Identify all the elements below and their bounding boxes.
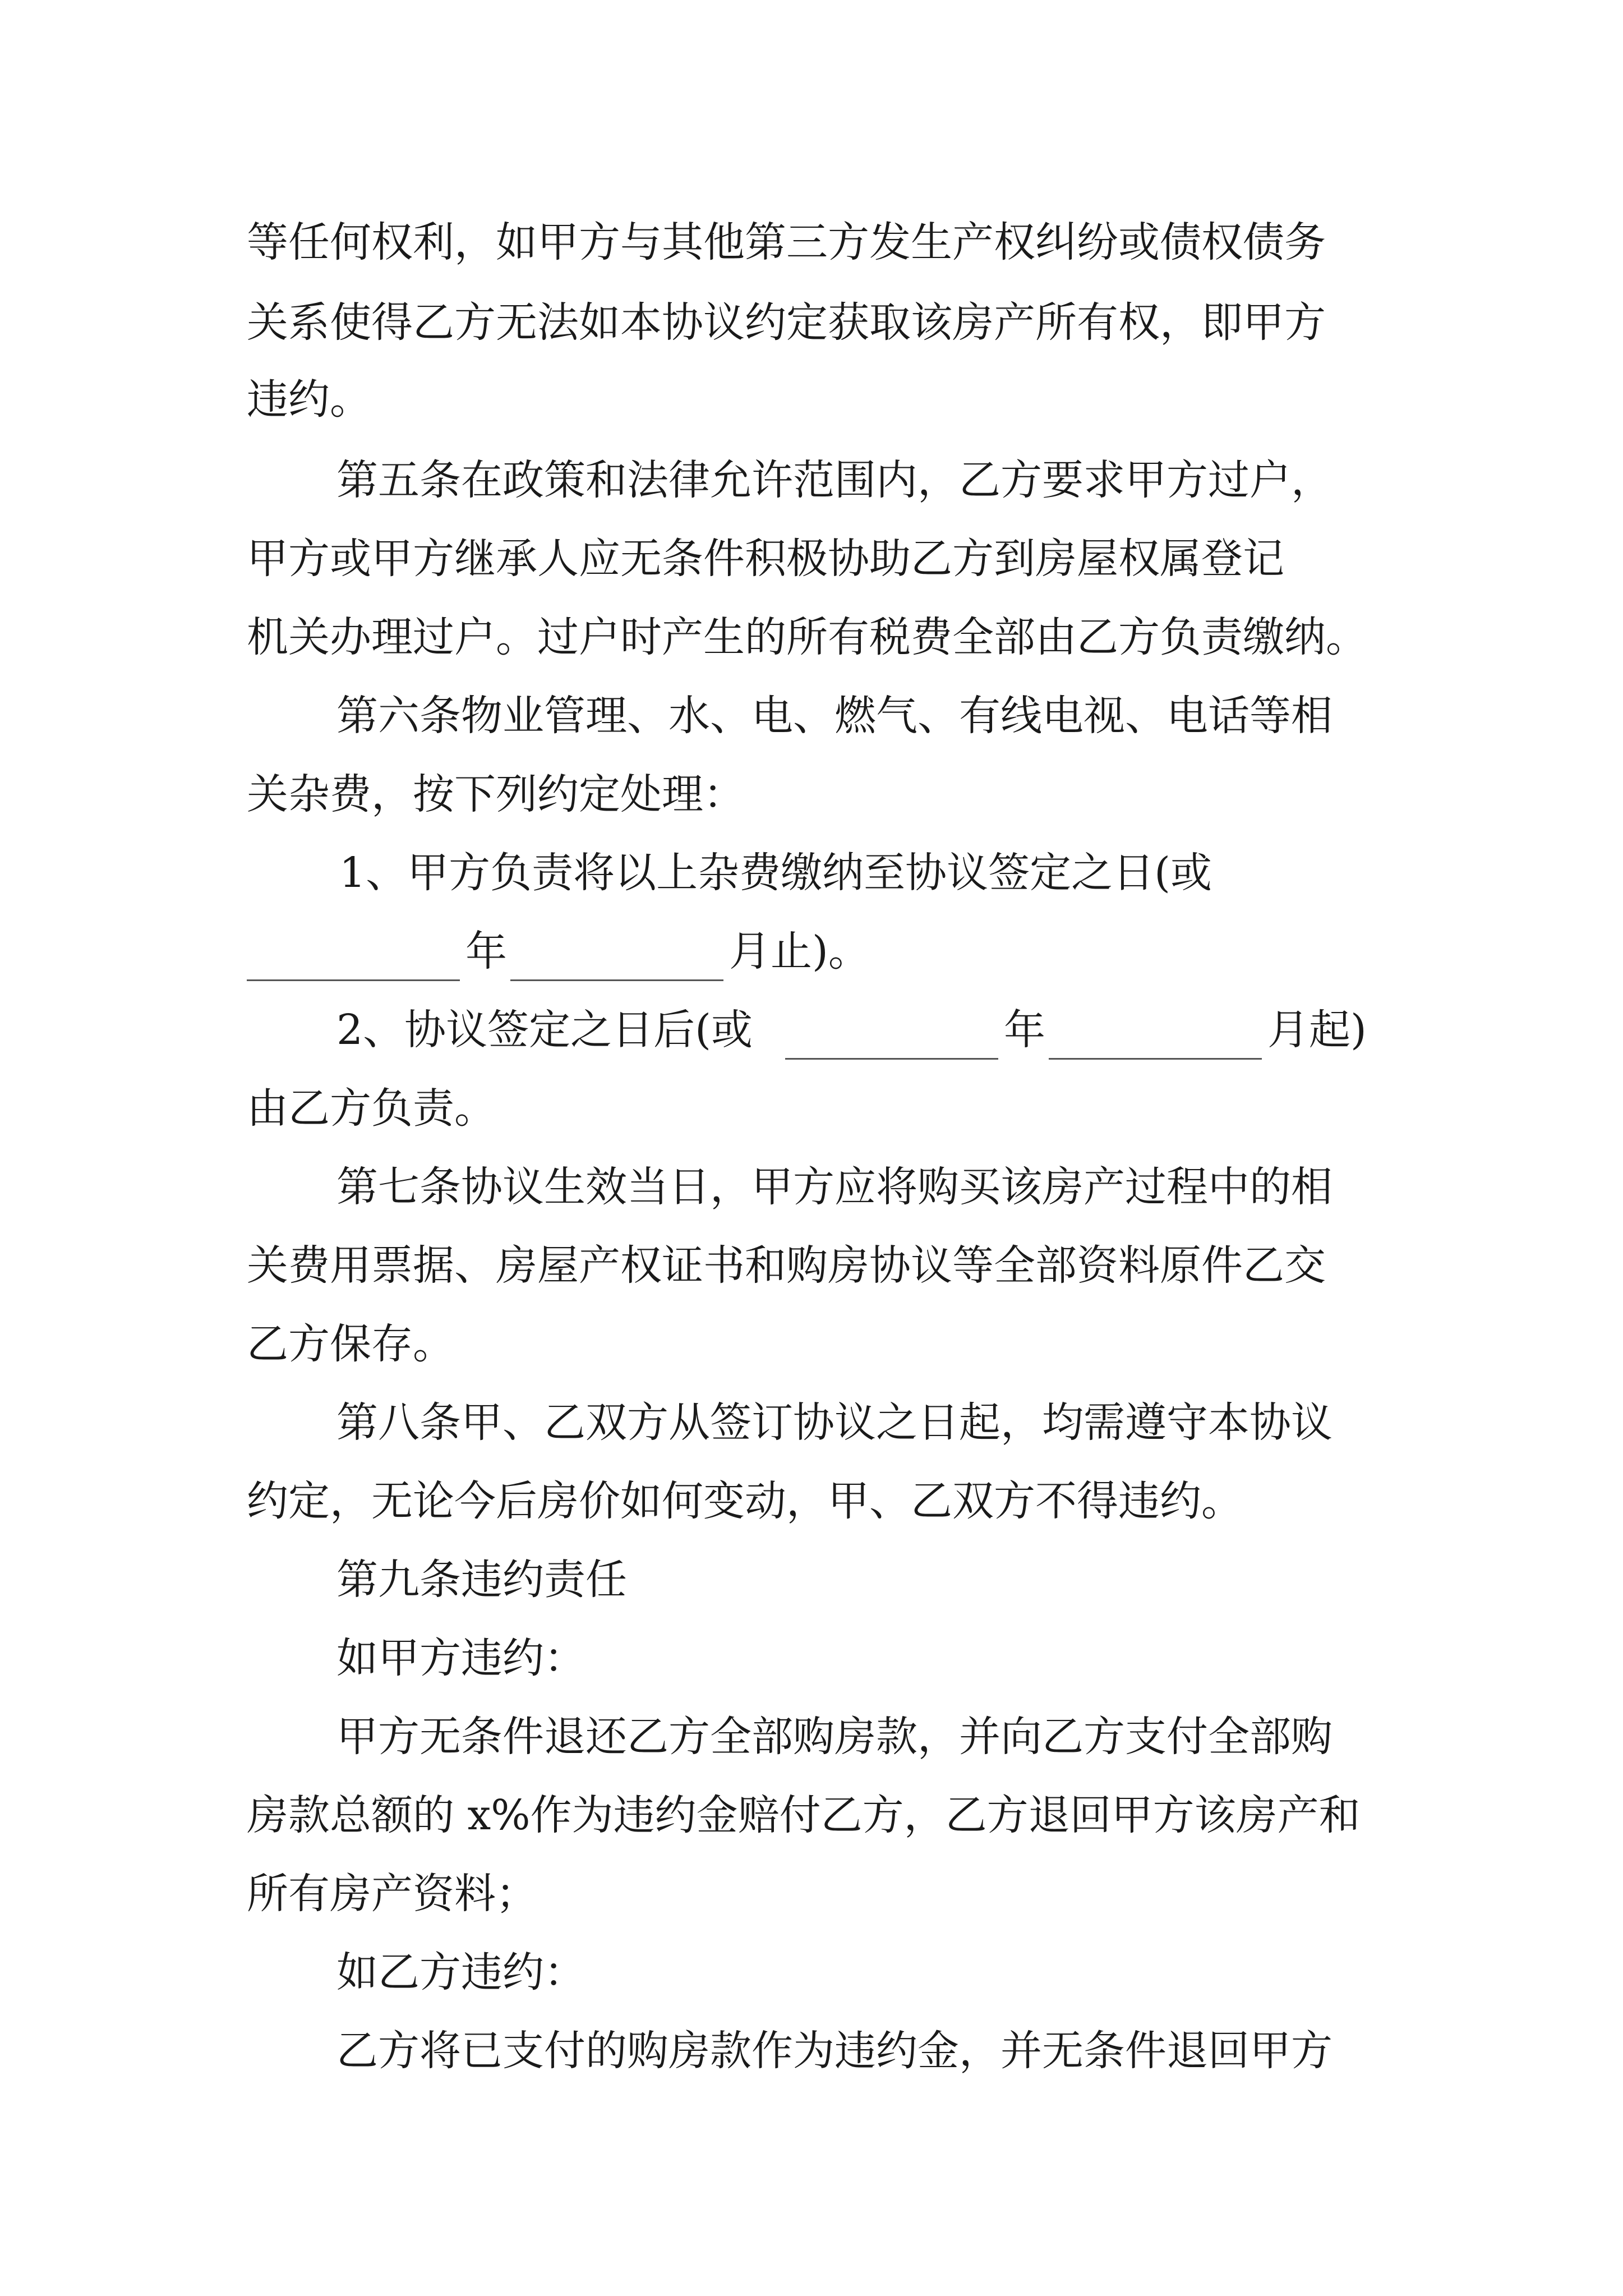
line-text: 等任何权利，如甲方与其他第三方发生产权纠纷或债权债务 [247,218,1326,266]
text-line [0,1619,1623,1697]
text-line [0,1462,1623,1540]
text-line [0,1383,1623,1462]
line-text: 乙方保存。 [247,1320,454,1368]
text-line [0,283,1623,362]
line-text: 房款总额的 x%作为违约金赔付乙方，乙方退回甲方该房产和 [247,1791,1361,1839]
line-text: 约定，无论今后房价如何变动，甲、乙双方不得违约。 [247,1477,1243,1525]
text-line [0,1069,1623,1148]
line-text: 如乙方违约： [336,1948,585,1996]
text-line [0,1148,1623,1226]
text-line [0,1540,1623,1619]
text-line [0,1855,1623,1933]
line-text: 甲方无条件退还乙方全部购房款，并向乙方支付全部购 [336,1713,1332,1761]
line-text: 第六条物业管理、水、电、燃气、有线电视、电话等相 [336,692,1332,740]
text-line [0,1305,1623,1383]
line-text: 月止)。 [729,927,870,976]
line-text: 第九条违约责任 [336,1556,627,1604]
text-line [0,1226,1623,1305]
line-text: 如甲方违约： [336,1634,585,1682]
text-line [0,1776,1623,1855]
text-line [0,1933,1623,2012]
blank-fill-line [510,912,723,981]
line-text: 2、协议签定之日后(或 [336,1006,753,1054]
text-line [0,203,1623,282]
text-line [0,441,1623,519]
line-text: 甲方或甲方继承人应无条件积极协助乙方到房屋权属登记 [247,535,1284,583]
text-line [0,834,1623,912]
line-text: 关费用票据、房屋产权证书和购房协议等全部资料原件乙交 [247,1241,1326,1290]
text-line [0,991,1623,1069]
line-text: 关系使得乙方无法如本协议约定获取该房产所有权，即甲方 [247,298,1326,347]
blank-fill-line [247,912,460,981]
line-text: 关杂费，按下列约定处理： [247,770,745,818]
text-line [0,2012,1623,2090]
text-line [0,598,1623,677]
text-line [0,519,1623,598]
line-text: 第五条在政策和法律允许范围内，乙方要求甲方过户， [336,456,1332,504]
text-line [0,755,1623,834]
line-text: 月起) [1267,1006,1367,1054]
line-text: 第八条甲、乙双方从签订协议之日起，均需遵守本协议 [336,1398,1332,1447]
line-text: 年 [1004,1006,1045,1054]
text-line [0,677,1623,755]
line-text: 所有房产资料； [247,1870,537,1918]
text-line [0,912,1623,991]
blank-fill-line [1049,991,1262,1060]
line-text: 机关办理过户。过户时产生的所有税费全部由乙方负责缴纳。 [247,613,1367,661]
blank-fill-line [785,991,998,1060]
text-line [0,1697,1623,1776]
line-text: 违约。 [247,375,371,424]
line-text: 由乙方负责。 [247,1084,496,1133]
line-text: 年 [465,927,507,976]
text-line [0,360,1623,439]
line-text: 第七条协议生效当日，甲方应将购买该房产过程中的相 [336,1163,1332,1211]
line-text: 乙方将已支付的购房款作为违约金，并无条件退回甲方 [336,2027,1332,2075]
line-text: 1、甲方负责将以上杂费缴纳至协议签定之日(或 [339,849,1212,897]
